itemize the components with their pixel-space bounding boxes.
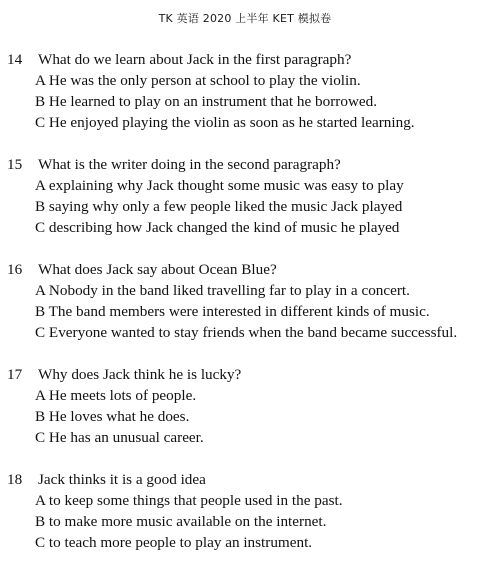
question-number: 15 xyxy=(7,156,23,173)
option-list xyxy=(0,385,490,448)
question-number: 17 xyxy=(7,366,23,383)
question-stem xyxy=(0,154,490,175)
question-list xyxy=(0,49,490,574)
page-title: TK 英语 2020 上半年 KET 模拟卷 xyxy=(158,12,332,25)
question-stem xyxy=(0,364,490,385)
question-stem xyxy=(0,259,490,280)
option-b: B saying why only a few people liked the music Jack played xyxy=(35,198,403,215)
question-stem xyxy=(0,49,490,70)
question-17 xyxy=(0,364,490,448)
option-b: B The band members were interested in different kinds of music. xyxy=(35,303,430,320)
question-text: What do we learn about Jack in the first paragraph? xyxy=(38,51,352,68)
option-list xyxy=(0,490,490,553)
option-list xyxy=(0,70,490,133)
option-b: B to make more music available on the internet. xyxy=(35,513,327,530)
option-list xyxy=(0,175,490,238)
question-text: What does Jack say about Ocean Blue? xyxy=(38,261,277,278)
question-text: Jack thinks it is a good idea xyxy=(38,471,206,488)
option-a: A Nobody in the band liked travelling far to play in a concert. xyxy=(35,282,410,299)
question-number: 18 xyxy=(7,471,23,488)
question-text: Why does Jack think he is lucky? xyxy=(38,366,242,383)
question-text: What is the writer doing in the second paragraph? xyxy=(38,156,341,173)
question-16 xyxy=(0,259,490,343)
option-a: A He meets lots of people. xyxy=(35,387,197,404)
option-c: C Everyone wanted to stay friends when the band became successful. xyxy=(35,324,458,341)
option-b: B He loves what he does. xyxy=(35,408,190,425)
option-list xyxy=(0,280,490,343)
option-a: A explaining why Jack thought some music was easy to play xyxy=(35,177,404,194)
question-14 xyxy=(0,49,490,133)
question-18 xyxy=(0,469,490,553)
option-c: C to teach more people to play an instrument. xyxy=(35,534,313,551)
option-b: B He learned to play on an instrument that he borrowed. xyxy=(35,93,378,110)
option-c: C He enjoyed playing the violin as soon as he started learning. xyxy=(35,114,415,131)
option-c: C describing how Jack changed the kind of music he played xyxy=(35,219,400,236)
option-c: C He has an unusual career. xyxy=(35,429,204,446)
page-header xyxy=(0,10,490,26)
option-a: A to keep some things that people used in the past. xyxy=(35,492,343,509)
question-number: 14 xyxy=(7,51,23,68)
question-stem xyxy=(0,469,490,490)
question-15 xyxy=(0,154,490,238)
option-a: A He was the only person at school to play the violin. xyxy=(35,72,361,89)
question-number: 16 xyxy=(7,261,23,278)
